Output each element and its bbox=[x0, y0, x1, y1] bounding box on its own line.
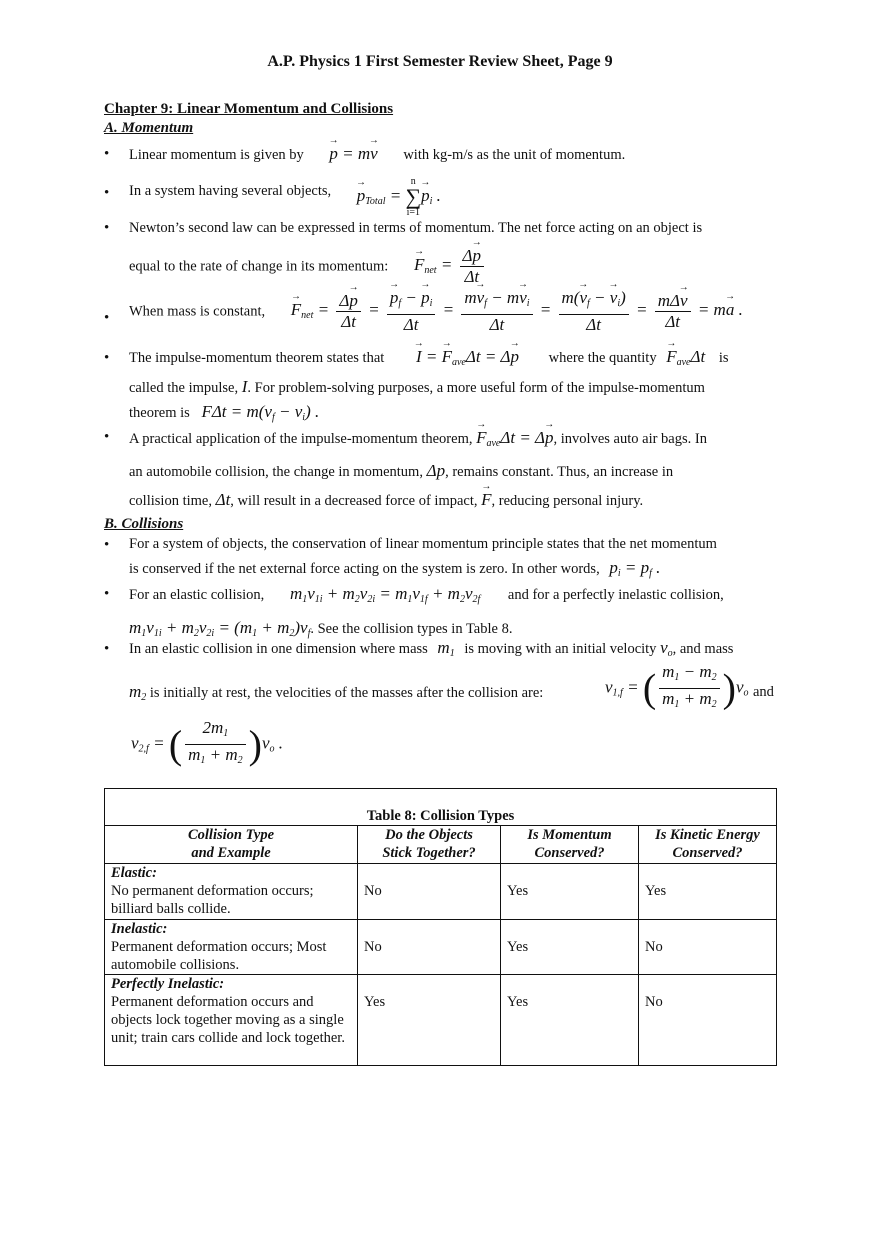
elastic1d-line1b: is moving with an initial velocity bbox=[464, 641, 657, 657]
bullet-icon: • bbox=[104, 641, 110, 657]
chapter-heading: Chapter 9: Linear Momentum and Collisions bbox=[104, 101, 394, 117]
momentum-formula: → p = m→ v bbox=[329, 144, 377, 163]
constant-mass bbox=[129, 288, 777, 335]
header-stick-together bbox=[358, 826, 501, 864]
header-collision-type bbox=[105, 826, 358, 864]
impulse-line1a: The impulse-momentum theorem states that bbox=[129, 350, 385, 366]
impulse-quantity: → FaveΔt bbox=[666, 347, 705, 366]
mass-m2: m2 bbox=[129, 682, 147, 703]
bullet-icon: • bbox=[104, 429, 110, 445]
initial-velocity: vo bbox=[660, 638, 673, 659]
newton-line1: Newton’s second law can be expressed in terms of momentum. The net force acting on an object is bbox=[129, 220, 703, 236]
airbag-formula: → FaveΔt = Δ→ p bbox=[476, 428, 553, 447]
collision-types-table bbox=[104, 788, 777, 1066]
total-momentum-text: In a system having several objects, bbox=[129, 182, 332, 199]
conservation-line1: For a system of objects, the conservation of linear momentum principle states that the net momentum bbox=[129, 536, 717, 552]
conservation-line2: is conserved if the net external force acting on the system is zero. In other words, bbox=[129, 561, 600, 577]
bullet-icon: • bbox=[104, 537, 110, 553]
momentum-unit-text: with kg-m/s as the unit of momentum. bbox=[403, 147, 626, 163]
collision-desc: No permanent deformation occurs; billiard balls collide. bbox=[111, 883, 314, 917]
airbag-force: → F bbox=[481, 490, 491, 509]
airbag-line1b: , involves auto air bags. In bbox=[553, 431, 707, 447]
conservation-principle bbox=[129, 532, 777, 586]
header-line: and Example bbox=[191, 845, 271, 861]
collision-name: Inelastic: bbox=[111, 921, 168, 937]
bullet-icon: • bbox=[104, 586, 110, 602]
table-caption-row bbox=[105, 789, 777, 826]
collision-type-cell bbox=[105, 975, 358, 1066]
total-momentum bbox=[129, 170, 777, 218]
net-force-formula: → Fnet = $\frac{\Delta\to p}{\Delta t}$ bbox=[414, 255, 487, 274]
airbag-line2b: , remains constant. Thus, an increase in bbox=[445, 464, 674, 480]
collision-line1a: For an elastic collision, bbox=[129, 587, 265, 603]
impulse-useful-formula: FΔt = m(vf − vi) . bbox=[201, 402, 320, 423]
mass-m1: m1 bbox=[437, 638, 455, 659]
momentum-cell: Yes bbox=[501, 920, 639, 975]
table-row bbox=[105, 975, 777, 1066]
table-caption: Table 8: Collision Types bbox=[105, 789, 777, 826]
stick-cell: No bbox=[358, 864, 501, 920]
collision-desc: Permanent deformation occurs; Most automobile collisions. bbox=[111, 939, 327, 973]
collision-line1b: and for a perfectly inelastic collision, bbox=[507, 587, 724, 603]
ke-cell: No bbox=[639, 975, 777, 1066]
elastic1d-and: and bbox=[753, 684, 774, 700]
bullet-icon: • bbox=[104, 185, 110, 201]
collision-line2b: . See the collision types in Table 8. bbox=[310, 621, 513, 637]
inelastic-formula: m1v1i + m2v2i = (m1 + m2)vf bbox=[129, 618, 311, 639]
air-bags bbox=[129, 424, 777, 515]
impulse-line2b: . For problem-solving purposes, a more useful form of the impulse-momentum bbox=[247, 380, 705, 396]
bullet-icon: • bbox=[104, 310, 110, 326]
header-line: Do the Objects bbox=[385, 827, 473, 843]
conservation-formula: pi = pf . bbox=[609, 558, 661, 579]
airbag-line3a: collision time, bbox=[129, 493, 212, 509]
v2f-formula: v2,f = ( $\frac{2m1}{m1 + m2}$ )vo . bbox=[131, 718, 284, 767]
momentum-definition bbox=[129, 142, 777, 167]
table-row bbox=[105, 864, 777, 920]
header-kinetic-energy bbox=[639, 826, 777, 864]
stick-cell: Yes bbox=[358, 975, 501, 1066]
collision-name: Elastic: bbox=[111, 865, 157, 881]
collision-type-cell bbox=[105, 920, 358, 975]
total-momentum-formula: → pTotal = n ∑ i=1 → pi . bbox=[357, 186, 441, 205]
impulse-symbol: I bbox=[241, 377, 248, 396]
collision-desc: Permanent deformation occurs and objects lock together moving as a single unit; train cars collide and lock together. bbox=[111, 994, 345, 1046]
header-momentum bbox=[501, 826, 639, 864]
impulse-momentum bbox=[129, 345, 777, 430]
newton-line2: equal to the rate of change in its momentum: bbox=[129, 258, 389, 275]
header-line: Is Momentum bbox=[527, 827, 612, 843]
header-line: Conserved? bbox=[672, 845, 743, 861]
header-line: Conserved? bbox=[534, 845, 605, 861]
ke-cell: No bbox=[639, 920, 777, 975]
impulse-line1b: where the quantity bbox=[548, 350, 657, 366]
airbag-line3c: , reducing personal injury. bbox=[491, 493, 644, 509]
table-row bbox=[105, 920, 777, 975]
elastic1d-line1c: , and mass bbox=[672, 641, 734, 657]
impulse-line2a: called the impulse, bbox=[129, 380, 239, 396]
momentum-definition-text: Linear momentum is given by bbox=[129, 147, 304, 163]
collision-name: Perfectly Inelastic: bbox=[111, 976, 225, 992]
elastic-1d bbox=[129, 636, 777, 710]
impulse-line3a: theorem is bbox=[129, 405, 190, 421]
bullet-icon: • bbox=[104, 350, 110, 366]
impulse-formula: → I = → FaveΔt = Δ→ p bbox=[416, 347, 519, 366]
header-line: Is Kinetic Energy bbox=[655, 827, 760, 843]
section-a-heading: A. Momentum bbox=[104, 120, 194, 136]
stick-cell: No bbox=[358, 920, 501, 975]
header-line: Collision Type bbox=[187, 827, 275, 843]
v1f-formula: v1,f = ( $\frac{m1 - m2}{m1 + m2}$ )vo bbox=[605, 662, 749, 711]
bullet-icon: • bbox=[104, 146, 110, 162]
airbag-line2a: an automobile collision, the change in momentum, bbox=[129, 464, 423, 480]
elastic1d-line1a: In an elastic collision in one dimension where mass bbox=[129, 641, 428, 657]
elastic1d-line2a: is initially at rest, the velocities of the masses after the collision are: bbox=[149, 685, 544, 701]
impulse-line1c: is bbox=[718, 350, 729, 366]
airbag-delta-p: Δp bbox=[426, 461, 446, 480]
momentum-cell: Yes bbox=[501, 975, 639, 1066]
airbag-delta-t: Δt bbox=[215, 490, 231, 509]
section-b-heading: B. Collisions bbox=[104, 516, 184, 532]
constant-mass-text: When mass is constant, bbox=[129, 303, 266, 320]
page-title: A.P. Physics 1 First Semester Review Sheet, Page 9 bbox=[267, 53, 613, 70]
elastic-formula: m1v1i + m2v2i = m1v1f + m2v2f bbox=[289, 584, 481, 605]
airbag-line1a: A practical application of the impulse-momentum theorem, bbox=[129, 431, 473, 447]
collision-type-cell bbox=[105, 864, 358, 920]
table-header-row bbox=[105, 826, 777, 864]
header-line: Stick Together? bbox=[382, 845, 476, 861]
newton-second-law bbox=[129, 216, 777, 287]
constant-mass-formula: → Fnet = $\frac{\Delta\to p}{\Delta t}$ = → $\frac{pf - \to pi}{\Delta t}$ = $\frac{m\to vf - m\to vi}{\Delta t}$ = $\frac{m(\to vf - \to vi)}{\Delta t}$ = $\frac{m\Delta\to v}{\Delta t}$ = m→ a . bbox=[291, 300, 743, 319]
airbag-line3b: , will result in a decreased force of impact, bbox=[230, 493, 478, 509]
ke-cell: Yes bbox=[639, 864, 777, 920]
bullet-icon: • bbox=[104, 220, 110, 236]
momentum-cell: Yes bbox=[501, 864, 639, 920]
